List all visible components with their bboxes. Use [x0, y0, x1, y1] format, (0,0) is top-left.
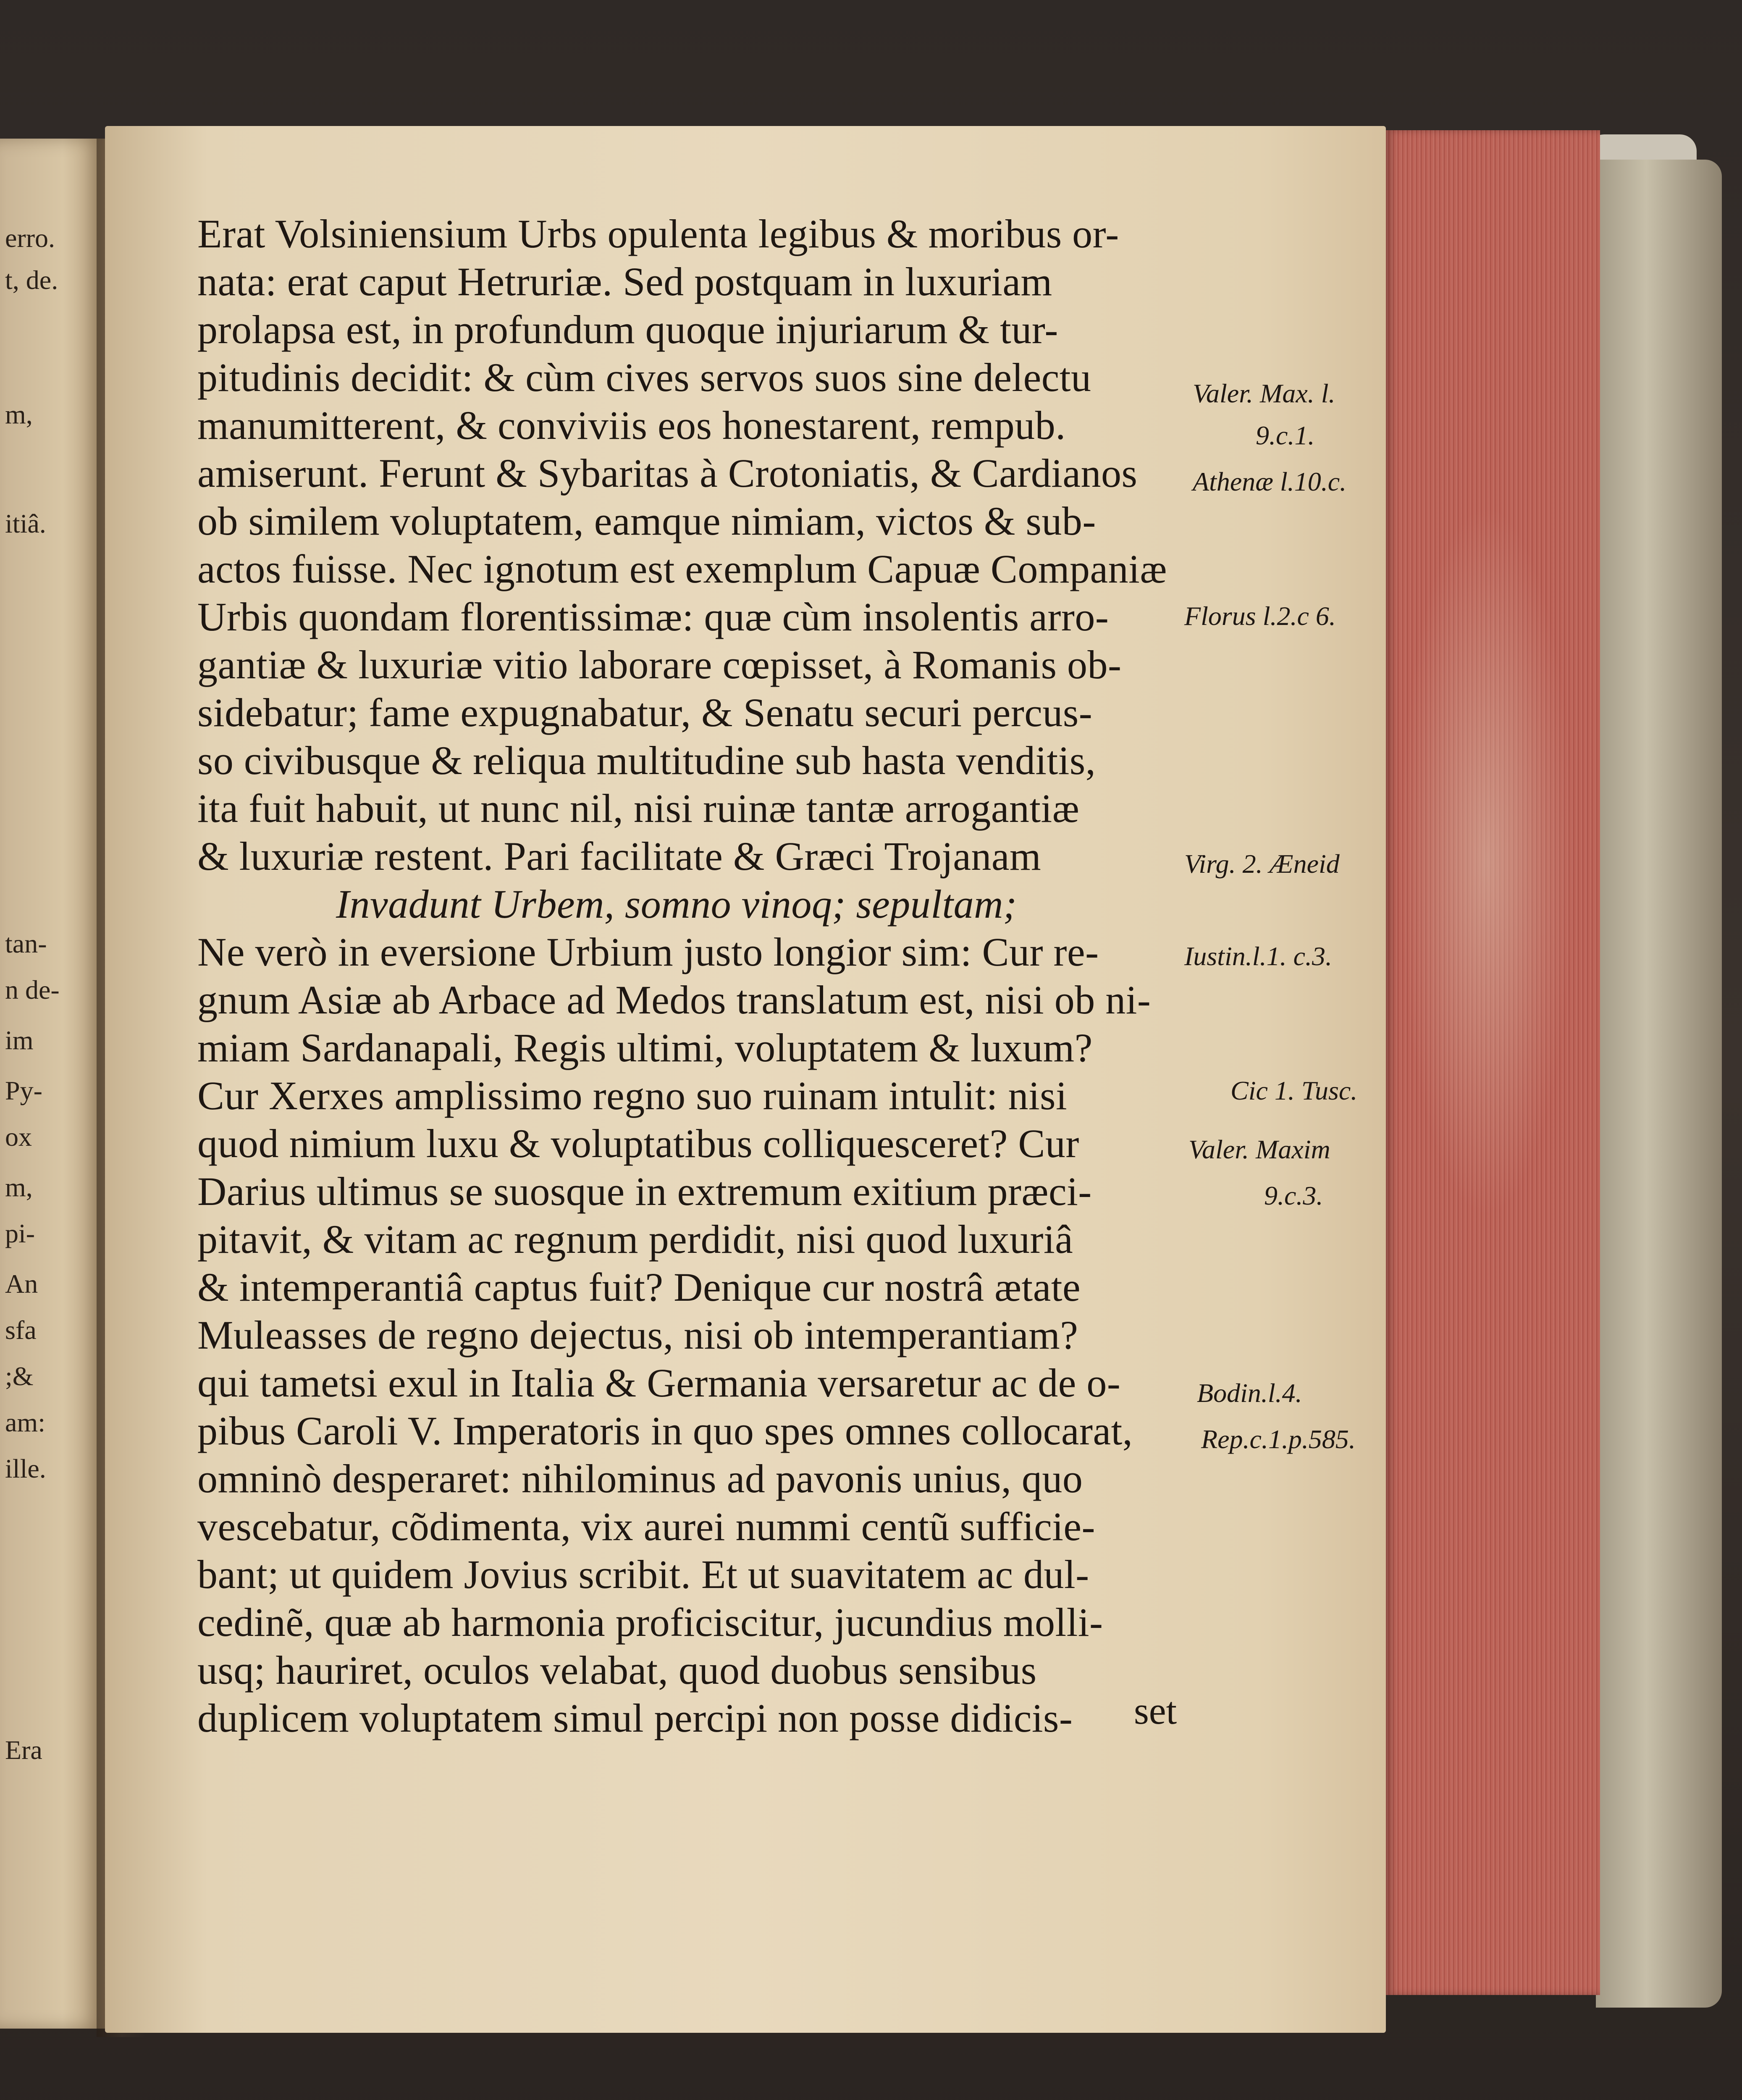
text-line: Erat Volsiniensium Urbs opulenta legibus & moribus or-: [197, 211, 1119, 256]
left-page-fragment: n de-: [5, 975, 60, 1005]
text-line: vescebatur, cõdimenta, vix aurei nummi centũ sufficie-: [197, 1504, 1095, 1549]
text-line: manumitterent, & conviviis eos honestarent, rempub.: [197, 403, 1066, 448]
text-line: cedinẽ, quæ ab harmonia proficiscitur, jucundius molli-: [197, 1600, 1103, 1645]
margin-note: Bodin.l.4.: [1197, 1378, 1302, 1408]
margin-note: Valer. Maxim: [1188, 1134, 1330, 1164]
book-binding: [1596, 160, 1722, 2008]
text-line: Urbis quondam florentissimæ: quæ cùm insolentis arro-: [197, 594, 1109, 639]
text-line: sidebatur; fame expugnabatur, & Senatu securi percus-: [197, 690, 1093, 735]
page-edge-stain: [1398, 504, 1575, 1218]
left-page-fragment: ille.: [5, 1454, 46, 1483]
left-page-edge: [0, 139, 105, 2029]
left-page-fragment: tan-: [5, 929, 47, 958]
text-line: quod nimium luxu & voluptatibus colliquesceret? Cur: [197, 1121, 1079, 1166]
text-line: ob similem voluptatem, eamque nimiam, victos & sub-: [197, 499, 1096, 543]
left-page-fragment: itiâ.: [5, 509, 46, 538]
text-line: prolapsa est, in profundum quoque injuriarum & tur-: [197, 307, 1058, 352]
margin-note: 9.c.1.: [1256, 420, 1315, 450]
text-line: pitavit, & vitam ac regnum perdidit, nisi quod luxuriâ: [197, 1217, 1073, 1262]
text-line: & intemperantiâ captus fuit? Denique cur nostrâ ætate: [197, 1265, 1081, 1310]
text-line: amiserunt. Ferunt & Sybaritas à Crotoniatis, & Cardianos: [197, 451, 1138, 496]
text-line: so civibusque & reliqua multitudine sub hasta venditis,: [197, 738, 1096, 783]
margin-note: Cic 1. Tusc.: [1230, 1076, 1358, 1105]
text-line: Cur Xerxes amplissimo regno suo ruinam intulit: nisi: [197, 1073, 1068, 1118]
left-page-fragment: t, de.: [5, 265, 58, 295]
text-line: gnum Asiæ ab Arbace ad Medos translatum est, nisi ob ni-: [197, 977, 1151, 1022]
verse-quote-line: Invadunt Urbem, somno vinoq; sepultam;: [336, 882, 1017, 927]
left-page-fragment: m,: [5, 1172, 33, 1202]
text-line: Muleasses de regno dejectus, nisi ob intemperantiam?: [197, 1312, 1078, 1357]
left-page-fragment: ;&: [5, 1361, 34, 1391]
left-page-fragment: m,: [5, 399, 33, 429]
text-line: omninò desperaret: nihilominus ad pavonis unius, quo: [197, 1456, 1083, 1501]
margin-note: 9.c.3.: [1264, 1181, 1323, 1210]
text-line: bant; ut quidem Jovius scribit. Et ut suavitatem ac dul-: [197, 1552, 1089, 1597]
text-line: qui tametsi exul in Italia & Germania versaretur ac de o-: [197, 1360, 1121, 1405]
left-page-fragment: im: [5, 1025, 34, 1055]
margin-note: Valer. Max. l.: [1193, 378, 1335, 408]
text-line: Ne verò in eversione Urbium justo longior sim: Cur re-: [197, 929, 1099, 974]
margin-note: Florus l.2.c 6.: [1184, 601, 1336, 631]
left-page-fragment: Era: [5, 1735, 42, 1765]
text-line: actos fuisse. Nec ignotum est exemplum Capuæ Companiæ: [197, 546, 1167, 591]
text-line: usq; hauriret, oculos velabat, quod duobus sensibus: [197, 1648, 1037, 1693]
margin-note: Rep.c.1.p.585.: [1201, 1424, 1356, 1454]
text-line: duplicem voluptatem simul percipi non posse didicis-: [197, 1696, 1073, 1740]
catchword: set: [1134, 1689, 1177, 1732]
left-page-fragment: sfa: [5, 1315, 37, 1345]
text-line: gantiæ & luxuriæ vitio laborare cœpisset, à Romanis ob-: [197, 642, 1122, 687]
text-line: Darius ultimus se suosque in extremum exitium præci-: [197, 1169, 1092, 1214]
margin-note: Virg. 2. Æneid: [1184, 849, 1340, 879]
text-line: pitudinis decidit: & cùm cives servos suos sine delectu: [197, 355, 1091, 400]
body-text: [197, 210, 1205, 1742]
left-page-fragment: An: [5, 1269, 38, 1299]
text-line: ita fuit habuit, ut nunc nil, nisi ruinæ tantæ arrogantiæ: [197, 786, 1080, 831]
text-line: nata: erat caput Hetruriæ. Sed postquam in luxuriam: [197, 259, 1052, 304]
text-line: miam Sardanapali, Regis ultimi, voluptatem & luxum?: [197, 1025, 1093, 1070]
left-page-fragment: am:: [5, 1407, 45, 1437]
left-page-fragment: erro.: [5, 223, 55, 253]
left-page-fragment: pi-: [5, 1218, 35, 1248]
left-page-fragment: Py-: [5, 1076, 42, 1105]
left-page-fragment: ox: [5, 1122, 32, 1152]
text-line: pibus Caroli V. Imperatoris in quo spes omnes collocarat,: [197, 1408, 1133, 1453]
margin-note: Iustin.l.1. c.3.: [1184, 941, 1332, 971]
margin-note: Athenæ l.10.c.: [1193, 467, 1347, 496]
text-line: & luxuriæ restent. Pari facilitate & Græci Trojanam: [197, 834, 1042, 879]
